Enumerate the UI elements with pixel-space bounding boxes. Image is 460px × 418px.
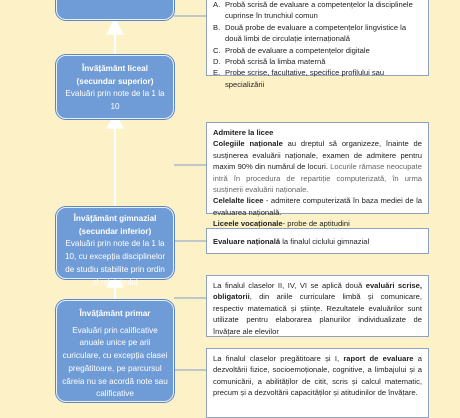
admission-vocational: Liceele vocaționale- probe de aptitudini bbox=[213, 219, 350, 229]
primary-box bbox=[56, 300, 174, 402]
list-item: D. Probă scrisă la limba maternă bbox=[213, 56, 326, 66]
national-evaluation-box bbox=[206, 228, 429, 254]
primary-title: Învățământ primar bbox=[79, 309, 151, 318]
gymnasium-title: Învățământ gimnazial bbox=[73, 214, 157, 223]
list-item: A. Probă scrisă de evaluare a competențelor la disciplinele cuprinse în trunchiul comun bbox=[213, 0, 413, 21]
list-item: E. Probe scrise, facultative, specifice profilului sau specializării bbox=[213, 68, 385, 89]
list-item: B. Două probe de evaluare a competențelor lingvistice la două limbi de circulație internațională bbox=[213, 22, 407, 44]
admission-other: Celelalte licee - admitere computerizată în baza mediei de la evaluarea națională. bbox=[213, 196, 422, 217]
national-eval-text: la finalul ciclului gimnazial bbox=[280, 237, 370, 246]
list-item: C. Probă de evaluare a competențelor digitale bbox=[213, 45, 370, 55]
admission-box bbox=[206, 122, 429, 229]
lyceum-desc: Evaluări prin note de la 1 la 10 bbox=[65, 89, 165, 112]
gymnasium-subtitle: (secundar inferior) bbox=[78, 226, 152, 236]
gymnasium-box bbox=[56, 207, 174, 287]
admission-colegii: Colegiile naționale au dreptul să organizeze, înainte de susținerea evaluării naționale, examen de admitere pentru maxim 90% din numărul de locuri. Locurile rămase neocupate intră în procedura de repartiție computerizată, în urma susținerii evaluării naționale. bbox=[213, 139, 422, 194]
written-evaluations-box: La finalul claselor II, IV, VI se aplică două evaluări scrise, obligatorii, din ariile curriculare limbă și comunicare, respectiv matematică și științe. Rezultatele evaluărilor sunt utilizate pentru elaborarea planurilor individualizate de învățare ale elevilor bbox=[206, 275, 429, 337]
evaluation-report-box: La finalul claselor pregătitoare și I, raport de evaluare a dezvoltării fizice, socioemoționale, cognitive, a limbajului și a comunicării, a abilităților de citit, scris și calcul matematic, precum și a dezvoltării capacităților și atitudinilor de învățare. bbox=[206, 348, 429, 418]
lyceum-box bbox=[56, 55, 174, 119]
primary-desc: Evaluări prin calificative anuale unice pe arii curiculare, cu excepția clasei pregătitoare, pe parcursul căreia nu se acordă note sau calificative bbox=[62, 325, 168, 399]
lyceum-subtitle: (secundar superior) bbox=[76, 76, 154, 86]
admission-heading: Admitere la licee bbox=[213, 128, 274, 137]
baccalaureate-list-box bbox=[206, 0, 429, 89]
gymnasium-desc: Evaluări prin note de la 1 la 10, cu excepția disciplinelor de studiu stabilite prin ordin al ministrului bbox=[64, 239, 166, 287]
lyceum-title: Învățământ liceal bbox=[82, 64, 148, 73]
top-level-box bbox=[56, 0, 174, 20]
baccalaureate-list bbox=[213, 0, 422, 90]
national-eval-bold: Evaluare națională bbox=[213, 237, 281, 246]
